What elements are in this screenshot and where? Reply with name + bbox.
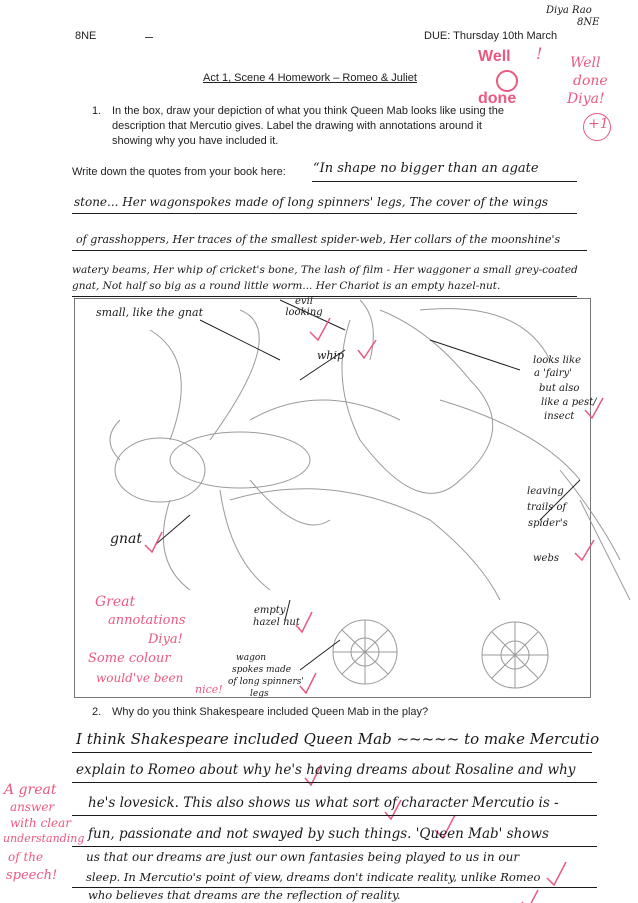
quote-line2: stone... Her wagonspokes made of long spinners' legs, The cover of the wings: [74, 195, 549, 209]
margin-comment-6: speech!: [6, 868, 58, 883]
label-hazelnut-1: empty: [254, 605, 286, 616]
due-date: DUE: Thursday 10th March: [424, 30, 558, 42]
label-webs-1: leaving: [527, 486, 564, 497]
class-code: 8NE: [75, 30, 97, 42]
answer-line6: sleep. In Mercutio's point of view, dreams don't indicate reality, unlike Romeo: [86, 870, 541, 884]
margin-comment-5: of the: [8, 850, 44, 864]
q2-text: Why do you think Shakespeare included Queen Mab in the play?: [112, 706, 429, 718]
drawing-comment-6: nice!: [195, 683, 223, 696]
drawing-comment-4: Some colour: [88, 651, 171, 666]
answer-rule4: [72, 846, 597, 847]
q1-text-line1: In the box, draw your depiction of what you think Queen Mab looks like using the: [112, 105, 504, 117]
student-name: Diya Rao: [546, 5, 592, 16]
label-webs-2: trails of: [527, 502, 567, 513]
grade-mark: +1: [588, 116, 609, 132]
label-evil-looking: evil looking: [285, 296, 323, 318]
quote-line3: of grasshoppers, Her traces of the smallest spider-web, Her collars of the moonshine's: [76, 233, 561, 246]
margin-comment-4: understanding: [3, 832, 85, 845]
margin-comment-3: with clear: [10, 816, 72, 830]
q1-text-line2: description that Mercutio gives. Label the drawing with annotations around it: [112, 120, 482, 132]
label-whip: whip: [317, 349, 345, 362]
label-wagon-1: wagon: [236, 653, 267, 663]
label-webs-3: spider's: [528, 518, 568, 529]
q2-number: 2.: [92, 706, 102, 718]
answer-rule2: [72, 782, 597, 783]
answer-line3: he's lovesick. This also shows us what sort of character Mercutio is -: [88, 795, 559, 811]
label-webs-4: webs: [533, 553, 560, 564]
answer-rule3: [72, 815, 597, 816]
quotes-prompt: Write down the quotes from your book here:: [72, 166, 286, 178]
label-fairy-1: looks like: [533, 355, 581, 366]
praise-line1: Well: [570, 55, 601, 71]
label-wagon-3: of long spinners': [228, 677, 304, 687]
margin-comment-1: A great: [4, 782, 57, 798]
drawing-comment-2: annotations: [108, 613, 186, 628]
answer-rule1: [72, 752, 592, 753]
well-stamp: Well: [478, 48, 511, 65]
label-fairy-4: like a pest/: [541, 397, 597, 408]
label-wagon-2: spokes made: [232, 665, 292, 675]
exclamation: !: [536, 44, 543, 63]
answer-line5: us that our dreams are just our own fantasies being played to us in our: [86, 850, 520, 864]
margin-comment-2: answer: [10, 800, 55, 814]
drawing-comment-5: would've been: [96, 671, 184, 685]
label-gnat: gnat: [110, 531, 142, 547]
label-small-gnat: small, like the gnat: [96, 306, 203, 319]
page-title: Act 1, Scene 4 Homework – Romeo & Juliet: [203, 72, 417, 84]
quote-line4: watery beams, Her whip of cricket's bone, The lash of film - Her waggoner a small grey-coated: [72, 264, 578, 276]
student-class: 8NE: [577, 17, 600, 28]
q1-number: 1.: [92, 105, 102, 117]
label-fairy-2: a 'fairy': [534, 368, 572, 379]
q1-text-line3: showing why you have included it.: [112, 135, 279, 147]
label-fairy-3: but also: [539, 383, 580, 394]
quote-line5: gnat, Not half so big as a round little worm... Her Chariot is an empty hazel-nut.: [72, 280, 501, 292]
label-wagon-4: legs: [250, 689, 269, 699]
drawing-comment-1: Great: [95, 594, 136, 610]
praise-line2: done: [573, 73, 608, 89]
answer-line2: explain to Romeo about why he's having dreams about Rosaline and why: [76, 762, 576, 778]
answer-line7: who believes that dreams are the reflection of reality.: [88, 888, 401, 902]
answer-line4: fun, passionate and not swayed by such things. 'Queen Mab' shows: [88, 826, 549, 842]
drawing-comment-3: Diya!: [148, 632, 183, 647]
quote-line1: “In shape no bigger than an agate: [313, 161, 539, 176]
done-stamp: done: [478, 90, 517, 107]
label-hazelnut-2: hazel nut: [253, 617, 300, 628]
label-fairy-5: insect: [544, 411, 575, 422]
answer-line1: I think Shakespeare included Queen Mab ~~~~~ to make Mercutio: [76, 730, 600, 748]
praise-line3: Diya!: [567, 91, 605, 107]
